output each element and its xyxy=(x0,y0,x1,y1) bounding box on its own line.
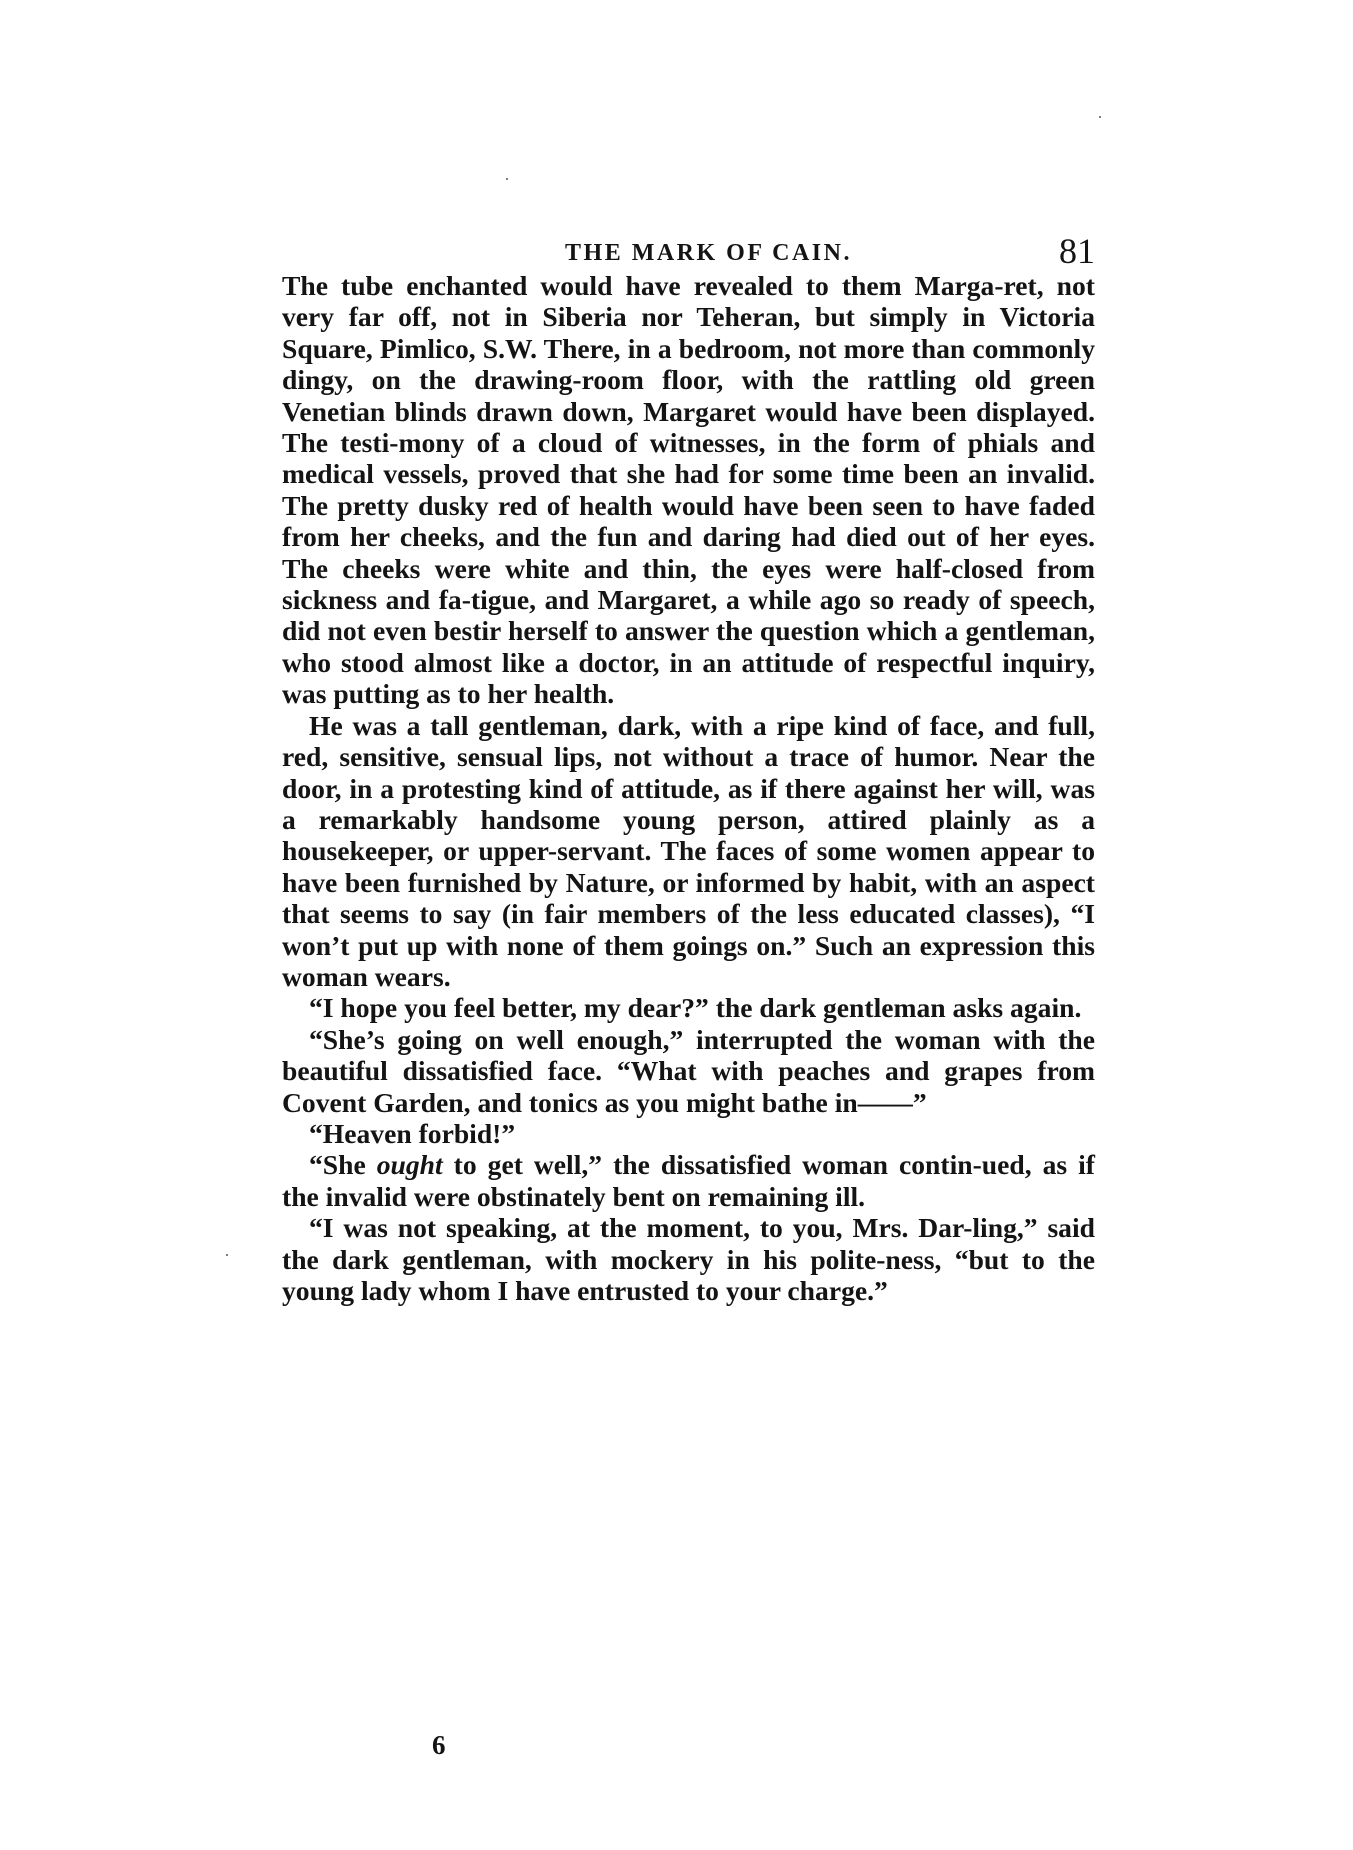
paragraph xyxy=(282,1149,1095,1212)
page-number: 81 xyxy=(1059,231,1095,271)
paragraph: He was a tall gentleman, dark, with a ripe kind of face, and full, red, sensitive, sensual lips, not without a trace of humor. Near the door, in a protesting kind of attitude, as if there against her will, was a remarkably handsome young person, attired plainly as a housekeeper, or upper-servant. The faces of some women appear to have been furnished by Nature, or informed by habit, with an aspect that seems to say (in fair members of the less educated classes), “I won’t put up with none of them goings on.” Such an expression this woman wears. xyxy=(282,709,1095,992)
scan-speck xyxy=(226,1254,228,1256)
scan-speck xyxy=(1099,116,1101,118)
paragraph-text-start: “She xyxy=(309,1149,377,1181)
emphasized-word: ought xyxy=(376,1149,443,1181)
paragraph-text-end: to get well,” the dissatisfied woman contin-ued, as if the invalid were obstinately bent on remaining ill. xyxy=(282,1149,1096,1212)
paragraph: “She’s going on well enough,” interrupted the woman with the beautiful dissatisfied face. “What with peaches and grapes from Covent Garden, and tonics as you might bathe in——” xyxy=(282,1023,1095,1118)
scan-speck xyxy=(506,178,508,180)
running-title: THE MARK OF CAIN. xyxy=(565,240,852,266)
paragraph: “Heaven forbid!” xyxy=(309,1117,516,1149)
paragraph: The tube enchanted would have revealed to them Marga-ret, not very far off, not in Siberia nor Teheran, but simply in Victoria Square, Pimlico, S.W. There, in a bedroom, not more than commonly dingy, on the drawing-room floor, with the rattling old green Venetian blinds drawn down, Margaret would have been displayed. The testi-mony of a cloud of witnesses, in the form of phials and medical vessels, proved that she had for some time been an invalid. The pretty dusky red of health would have been seen to have faded from her cheeks, and the fun and daring had died out of her eyes. The cheeks were white and thin, the eyes were half-closed from sickness and fa-tigue, and Margaret, a while ago so ready of speech, did not even bestir herself to answer the question which a gentleman, who stood almost like a doctor, in an attitude of respectful inquiry, was putting as to her health. xyxy=(282,270,1095,710)
signature-mark: 6 xyxy=(432,1730,446,1760)
paragraph: “I was not speaking, at the moment, to you, Mrs. Dar-ling,” said the dark gentleman, with mockery in his polite-ness, “but to the young lady whom I have entrusted to your charge.” xyxy=(282,1212,1095,1306)
body-text xyxy=(282,270,1095,1306)
paragraph: “I hope you feel better, my dear?” the dark gentleman asks again. xyxy=(309,992,1082,1024)
